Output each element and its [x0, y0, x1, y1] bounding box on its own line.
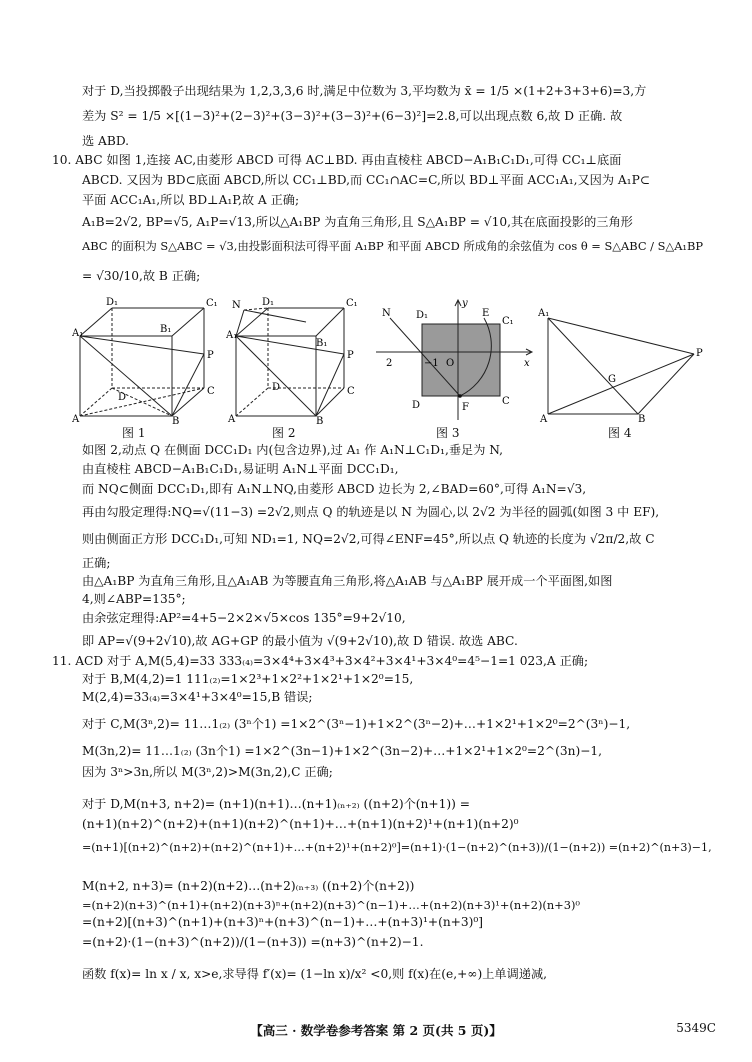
text-line: M(n+2, n+3)= (n+2)(n+2)…(n+2)₍ₙ₊₃₎ ((n+2)个(n+2)) — [82, 879, 415, 893]
text-line: (n+1)(n+2)^(n+2)+(n+1)(n+2)^(n+1)+…+(n+1)(n+2)¹+(n+1)(n+2)⁰ — [82, 817, 519, 831]
fig3-label: −1 — [424, 358, 439, 369]
fig3-label: C₁ — [502, 316, 514, 327]
fig3-label: x — [524, 358, 530, 369]
fig4-label: P — [696, 348, 703, 359]
figure-3-caption: 图 3 — [436, 426, 460, 440]
fig1-label: C — [207, 386, 215, 397]
text-line: 则由侧面正方形 DCC₁D₁,可知 ND₁=1, NQ=2√2,可得∠ENF=45°,所以点 Q 轨迹的长度为 √2π/2,故 C — [82, 532, 655, 546]
fig4-label: A — [540, 414, 548, 424]
text-line: 由直棱柱 ABCD−A₁B₁C₁D₁,易证明 A₁N⊥平面 DCC₁D₁, — [82, 462, 399, 476]
fig3-label: D — [412, 400, 421, 411]
text-line: 对于 D,M(n+3, n+2)= (n+1)(n+1)…(n+1)₍ₙ₊₂₎ ((n+2)个(n+1)) = — [82, 797, 470, 811]
text-line: 对于 C,M(3ⁿ,2)= 11…1₍₂₎ (3ⁿ个1) =1×2^(3ⁿ−1)+1×2^(3ⁿ−2)+…+1×2¹+1×2⁰=2^(3ⁿ)−1, — [82, 717, 631, 731]
text-line: 对于 D,当投掷骰子出现结果为 1,2,3,3,6 时,满足中位数为 3,平均数为 x̄ = 1/5 ×(1+2+3+3+6)=3,方 — [82, 84, 647, 98]
fig2-label: A — [228, 414, 236, 424]
fig3-label: N — [382, 308, 391, 319]
text-line: 差为 S² = 1/5 ×[(1−3)²+(2−3)²+(3−3)²+(3−3)²+(6−3)²]=2.8,可以出现点数 6,故 D 正确. 故 — [82, 109, 623, 123]
text-line: 对于 B,M(4,2)=1 111₍₂₎=1×2³+1×2²+1×2¹+1×2⁰=15, — [82, 672, 414, 686]
fig3-label: 2 — [386, 358, 393, 369]
text-line: = √30/10,故 B 正确; — [82, 269, 201, 283]
text-line: 再由勾股定理得:NQ=√(11−3) =2√2,则点 Q 的轨迹是以 N 为圆心,以 2√2 为半径的圆弧(如图 3 中 EF), — [82, 505, 660, 519]
fig3-label: C — [502, 396, 510, 407]
text-line: 如图 2,动点 Q 在侧面 DCC₁D₁ 内(包含边界),过 A₁ 作 A₁N⊥C₁D₁,垂足为 N, — [82, 443, 504, 457]
text-line: M(3n,2)= 11…1₍₂₎ (3n个1) =1×2^(3n−1)+1×2^(3n−2)+…+1×2¹+1×2⁰=2^(3n)−1, — [82, 744, 603, 758]
fig1-label: B₁ — [160, 324, 172, 335]
text-line: ABCD. 又因为 BD⊂底面 ABCD,所以 CC₁⊥BD,而 CC₁∩AC=C,所以 BD⊥平面 ACC₁A₁,又因为 A₁P⊂ — [82, 173, 650, 187]
fig2-label: D₁ — [262, 297, 275, 308]
figure-3 — [376, 296, 536, 424]
fig3-label: O — [446, 358, 455, 369]
text-line: =(n+2)·(1−(n+3)^(n+2))/(1−(n+3)) =(n+3)^(n+2)−1. — [82, 935, 424, 949]
fig4-label: G — [608, 374, 616, 385]
problem-10-line: 10. ABC 如图 1,连接 AC,由菱形 ABCD 可得 AC⊥BD. 再由直棱柱 ABCD−A₁B₁C₁D₁,可得 CC₁⊥底面 — [52, 153, 622, 167]
fig3-label: E — [482, 308, 490, 319]
fig4-label: B — [638, 414, 646, 424]
fig1-label: C₁ — [206, 298, 218, 309]
paper-code: 5349C — [676, 1021, 716, 1035]
fig1-label: D — [118, 392, 127, 403]
fig2-label: D — [272, 382, 281, 393]
text-line: M(2,4)=33₍₄₎=3×4¹+3×4⁰=15,B 错误; — [82, 690, 313, 704]
fig2-label: C₁ — [346, 298, 358, 309]
fig2-label: B₁ — [316, 338, 328, 349]
fig2-label: C — [347, 386, 355, 397]
figure-4-caption: 图 4 — [608, 426, 632, 440]
text-line: 平面 ACC₁A₁,所以 BD⊥A₁P,故 A 正确; — [82, 193, 300, 207]
fig1-label: B — [172, 416, 180, 424]
text-line: A₁B=2√2, BP=√5, A₁P=√13,所以△A₁BP 为直角三角形,且 S△A₁BP = √10,其在底面投影的三角形 — [82, 215, 633, 229]
text-line: 而 NQ⊂侧面 DCC₁D₁,即有 A₁N⊥NQ,由菱形 ABCD 边长为 2,∠BAD=60°,可得 A₁N=√3, — [82, 482, 587, 496]
text-line: 4,则∠ABP=135°; — [82, 592, 186, 606]
fig1-label: A — [72, 414, 80, 424]
text-line: =(n+2)(n+3)^(n+1)+(n+2)(n+3)ⁿ+(n+2)(n+3)^(n−1)+…+(n+2)(n+3)¹+(n+2)(n+3)⁰ — [82, 898, 580, 912]
fig2-label: N — [232, 300, 241, 311]
fig4-label: A₁ — [538, 308, 550, 319]
text-line: 正确; — [82, 556, 111, 570]
figure-row — [60, 296, 720, 436]
fig1-label: P — [207, 350, 214, 361]
fig3-label: F — [462, 402, 469, 413]
figure-1 — [72, 296, 222, 424]
figure-2-caption: 图 2 — [272, 426, 296, 440]
text-line: 因为 3ⁿ>3n,所以 M(3ⁿ,2)>M(3n,2),C 正确; — [82, 765, 333, 779]
page-footer: 【高三 · 数学卷参考答案 第 2 页(共 5 页)】 — [250, 1023, 502, 1038]
fig2-label: B — [316, 416, 324, 424]
fig3-label: D₁ — [416, 310, 429, 321]
figure-4 — [538, 296, 718, 424]
figure-2 — [226, 296, 376, 424]
problem-11-line: 11. ACD 对于 A,M(5,4)=33 333₍₄₎=3×4⁴+3×4³+3×4²+3×4¹+3×4⁰=4⁵−1=1 023,A 正确; — [52, 654, 589, 668]
text-line: 选 ABD. — [82, 134, 130, 148]
fig1-label: A₁ — [72, 328, 84, 339]
text-line: 由余弦定理得:AP²=4+5−2×2×√5×cos 135°=9+2√10, — [82, 611, 406, 625]
text-line: 由△A₁BP 为直角三角形,且△A₁AB 为等腰直角三角形,将△A₁AB 与△A₁BP 展开成一个平面图,如图 — [82, 574, 613, 588]
fig2-label: P — [347, 350, 354, 361]
text-line: =(n+1)[(n+2)^(n+2)+(n+2)^(n+1)+…+(n+2)¹+(n+2)⁰]=(n+1)·(1−(n+2)^(n+3))/(1−(n+2)) =(n+2)^(n+3)−1, — [82, 841, 712, 854]
text-line: ABC 的面积为 S△ABC = √3,由投影面积法可得平面 A₁BP 和平面 ABCD 所成角的余弦值为 cos θ = S△ABC / S△A₁BP — [82, 239, 704, 253]
fig3-label: y — [462, 298, 468, 309]
text-line: 函数 f(x)= ln x / x, x>e,求导得 f′(x)= (1−ln x)/x² <0,则 f(x)在(e,+∞)上单调递减, — [82, 967, 548, 981]
point-f — [458, 394, 462, 398]
fig1-label: D₁ — [106, 297, 119, 308]
text-line: 即 AP=√(9+2√10),故 AG+GP 的最小值为 √(9+2√10),故 D 错误. 故选 ABC. — [82, 634, 518, 648]
figure-1-caption: 图 1 — [122, 426, 146, 440]
fig2-label: A₁ — [226, 330, 238, 341]
text-line: =(n+2)[(n+3)^(n+1)+(n+3)ⁿ+(n+3)^(n−1)+…+(n+3)¹+(n+3)⁰] — [82, 915, 484, 929]
